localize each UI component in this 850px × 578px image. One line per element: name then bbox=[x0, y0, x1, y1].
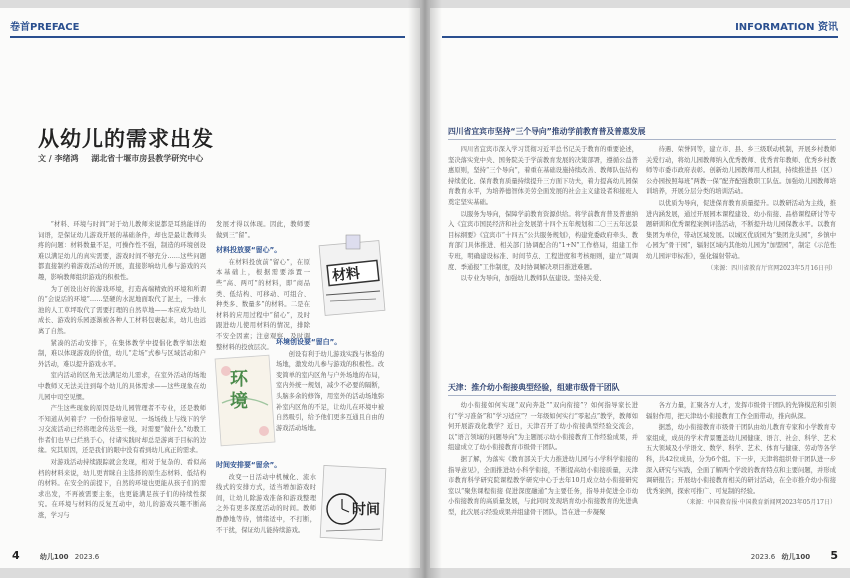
article-title: 从幼儿的需求出发 bbox=[38, 127, 214, 151]
paragraph: 以优质为导向，促进保育教育质量提升。以教研活动为主线，推进内涵发展，通过开展园本课程建设、幼小衔接、品格课程研讨等专题研训和优秀课程案例评选活动，不断提升幼儿园保教水平。以教育集团为单位，带动区域发展。以城区优质园为“集团龙头园”，乡镇中心园为“骨干园”，辐射区域内其他幼儿园为“加盟园”，制定《示范性幼儿园评审标准》，强化辐射带动。 bbox=[646, 199, 836, 260]
materials-sticker bbox=[318, 233, 388, 319]
sticker-label-time: 时间 bbox=[352, 502, 380, 518]
author-affiliation: 湖北省十堰市房县教学研究中心 bbox=[91, 153, 204, 163]
subheading-materials: 材料投放要“留心”。 bbox=[216, 246, 282, 255]
paragraph: 改变一日活动中机械化、流水线式的安排方式，适当增加游戏时间，让幼儿除游戏准备和游戏整理之外有更多深度活动的时间。教师静静地等待，情绪适中，不打断，不干扰，保证幼儿能持续游戏。 bbox=[216, 473, 316, 534]
author-name: 文 / 李绪鸿 bbox=[38, 153, 79, 163]
article1-rule bbox=[448, 139, 836, 140]
right-footer bbox=[751, 549, 838, 562]
binding-gutter bbox=[408, 0, 442, 578]
paragraph: 对游戏活动持续跟踪就会发现，相对于复杂的、看似高档的材料来说，幼儿更青睐自主选择的原生态材料、低结构的材料。在安全的前提下，自然的环境也更能从孩子们的需求出发，不再被需要主张，也更能满足孩子们的持续性探究。在环境与材料的反复互动中，幼儿的游戏兴趣不断高涨，学习与 bbox=[38, 459, 206, 520]
sticker-label-environment: 环境 bbox=[230, 369, 248, 412]
article2-column-2 bbox=[646, 401, 836, 509]
footer-issue: 2023.6 bbox=[750, 553, 776, 561]
paragraph: 为了创设出好的游戏环境，打造高端精致的环境和所谓的“会说话的环境”……坚硬的水泥地面取代了泥土，一排水池的人工草坪取代了需要打理的自然草地——本应成为幼儿成长、游戏的乐园逐渐被各种人工材料包裹起来，幼儿也远离了自然。 bbox=[38, 285, 206, 335]
page-number: 5 bbox=[830, 549, 838, 562]
article2-title: 天津：推介幼小衔接典型经验，组建市级骨干团队 bbox=[448, 383, 620, 392]
right-page bbox=[430, 8, 850, 568]
paragraph: 各方力量，汇聚各方人才，发挥市级骨干团队的先锋模范和引领辐射作用，把天津幼小衔接教育工作全面带动，推向纵深。 bbox=[646, 402, 836, 420]
paragraph: 以服务为导向，保障学前教育资源供给。将学前教育普及普惠纳入《宜宾市国民经济和社会发展第十四个五年规划和二〇三五年远景目标纲要》《宜宾市“十四五”公共服务规划》，构建党委政府牵头、教育部门具体推进、相关部门协调配合的“1+N”工作格局，组建工作专班，明确建设标准、时间节点、工程进度和考核细则，建立“周调度、季通报”工作制度，及时协调解决项目推进难题。 bbox=[448, 210, 638, 271]
paragraph: 产生这些现象的原因是幼儿园管理者不专业，还是教师不知道从何着手？一份份指导意见、一场场线上与线下的学习交流活动已经将理念传达至一线，对需要“做什么”幼教工作者们也早已烂熟于心，付诸实践时却总是游离于目标的边缘。究其原因，还是我们的眼中没有看到幼儿真正的需求。 bbox=[38, 405, 206, 455]
left-page-header: 卷首PREFACE bbox=[10, 22, 80, 33]
paragraph: 据了解，为落实《教育部关于大力推进幼儿园与小学科学衔接的指导意见》，全面推进幼小科学衔接，不断提高幼小衔接质量，天津市教育科学研究院课程教学研究中心于去年10月成立幼小衔接研究室以“聚焦课程衔接 促进深度融通”为主要任务，指导并促进全市幼小衔接教育的高质量发展，与此同时发现培育幼小衔接教育的先进典型，此次展示经验成果并组建骨干团队，旨在进一步凝聚 bbox=[448, 455, 638, 516]
article-byline bbox=[38, 153, 213, 164]
article1-title: 四川省宜宾市坚持“三个导向”推动学前教育普及普惠发展 bbox=[448, 127, 646, 136]
footer-issue: 2023.6 bbox=[74, 553, 100, 561]
left-header-rule bbox=[10, 36, 405, 38]
paragraph: 待遇、荣誉同等，建立市、县、乡三级联动机制，开展乡村教师关爱行动，将幼儿园教师纳入优秀教师、优秀青年教师、优秀乡村教师等市委市政府表彰。创新幼儿园教师用人机制，持续推进县（区）公办园按照每班“两教一保”配齐配强教职工队伍。加强幼儿园教师培训培养，开展分层分类的培训活动。 bbox=[646, 146, 836, 196]
article2-column-1 bbox=[448, 401, 638, 520]
paragraph: 四川省宜宾市深入学习贯彻习近平总书记关于教育的重要论述，坚决落实党中央、国务院关于学前教育发展的决策部署，遵循公益普惠原则，坚持“三个导向”，着重在基础设施持续改善、教师队伍结构持续优化、保育教育质量持续提升三方面下功夫，着力提高幼儿园保育教育水平，为培养德智体美劳全面发展的社会主义建设者和接班人奠定坚实基础。 bbox=[448, 146, 638, 206]
article1-column-2 bbox=[646, 145, 836, 274]
right-page-header: INFORMATION 资讯 bbox=[735, 22, 838, 33]
time-sticker bbox=[318, 463, 388, 543]
left-column-2b bbox=[276, 333, 384, 435]
article2-source: （来源：中国教育报·中国教育新闻网2023年05月17日） bbox=[683, 499, 836, 507]
paragraph: 以专业为导向，加强幼儿教师队伍建设。坚持关爱、 bbox=[460, 275, 606, 283]
environment-sticker bbox=[214, 353, 276, 448]
paragraph: 发展才得以体现。因此，教师要做到三“留”。 bbox=[216, 221, 310, 239]
article1-source: （来源：四川省教育厅官网2023年5月16日刊） bbox=[707, 264, 836, 272]
paragraph: 在材料投放前“留心”，在原本基础上，根据需要添置一些“高、两可”的材料，即“商品类、低结构、可移动、可组合、种类多、数量多”的材料。二是在材料的应用过程中“留心”，及时跟进幼儿使用材料的情况，排除不安全因素；注意观察，及时调整材料的投放层次。 bbox=[216, 258, 310, 351]
paragraph: 紧凑的活动安排下，在集体教学中提倡化教学如法炮制，难以体现游戏的价值，幼儿“走场”式参与区域活动和户外活动，难以提升游戏水平。 bbox=[38, 339, 206, 368]
paragraph: 据悉，幼小衔接教育市级骨干团队由幼儿教育专家和小学教育专家组成，成员的学术背景覆盖幼儿园健康、语言、社会、科学、艺术五大领域及小学语文、数学、科学、艺术、体育与健康、劳动等各学科，共42位成员，分为6个组。下一步，天津将组织骨干团队进一步深入研究与实践，全面了解两个学段的教育特点和主要问题，并形成调研报告；开展幼小衔接教育相关的研讨活动，在全市推介幼小衔接优秀案例，探索可推广、可复制的经验。 bbox=[646, 424, 836, 495]
paragraph: 创设有利于幼儿游戏实践与体验的场地，激发幼儿参与游戏的积极性。改变简单的室内区角与户外场地的布局，室内外统一规划，减少不必要的隔断，头脑多余的修饰，用室外的活动场地弥补室内区角的不足，让幼儿在环境中被自然吸引，给予他们更多互通且自由的游戏活动场地。 bbox=[276, 350, 384, 432]
article1-column-1 bbox=[448, 145, 638, 286]
page-number: 4 bbox=[12, 549, 20, 562]
right-header-rule bbox=[442, 36, 838, 38]
sticker-label-materials: 材料 bbox=[331, 265, 361, 285]
footer-magazine: 幼儿100 bbox=[39, 553, 69, 561]
left-column-2c bbox=[216, 456, 316, 537]
footer-magazine: 幼儿100 bbox=[781, 553, 811, 561]
left-footer bbox=[12, 549, 99, 562]
left-column-1 bbox=[38, 220, 206, 523]
paragraph: “材料、环境与时间”对于幼儿教师来说都是耳熟能详的词语，是保证幼儿游戏开展的基础条件，却也是最让教师头疼的问题：材料数量不足，可操作性不强，制造的环境创设难以满足幼儿的真实需要，游戏时间不够充分……这些问题都直接制约着游戏活动的开展，直接影响幼儿参与游戏的兴趣，影响教师组织游戏的积极性。 bbox=[38, 221, 206, 281]
subheading-time: 时间安排要“留余”。 bbox=[216, 461, 282, 469]
left-page bbox=[0, 8, 420, 568]
paragraph: 室内活动的区角无法满足幼儿需求，在室外活动的场地中教师又无法关注到每个幼儿的具体需求——这些现象在幼儿园中司空见惯。 bbox=[38, 372, 206, 401]
article2-rule bbox=[448, 395, 836, 396]
subheading-environment: 环境创设要“留白”。 bbox=[276, 338, 342, 346]
paragraph: 幼小衔接如何实现“双向奔赴”“双向衔接”？如何指导家长进行“学习准备”和“学习适应”？一年级如何实行“零起点”教学，教师如何开展游戏化教学？近日，天津召开了幼小衔接典型经验交流会，以“语言领域的问题导向”为主题展示幼小衔接教育工作经验成果，并组建成立了幼小衔接教育市级骨干团队。 bbox=[448, 402, 638, 452]
